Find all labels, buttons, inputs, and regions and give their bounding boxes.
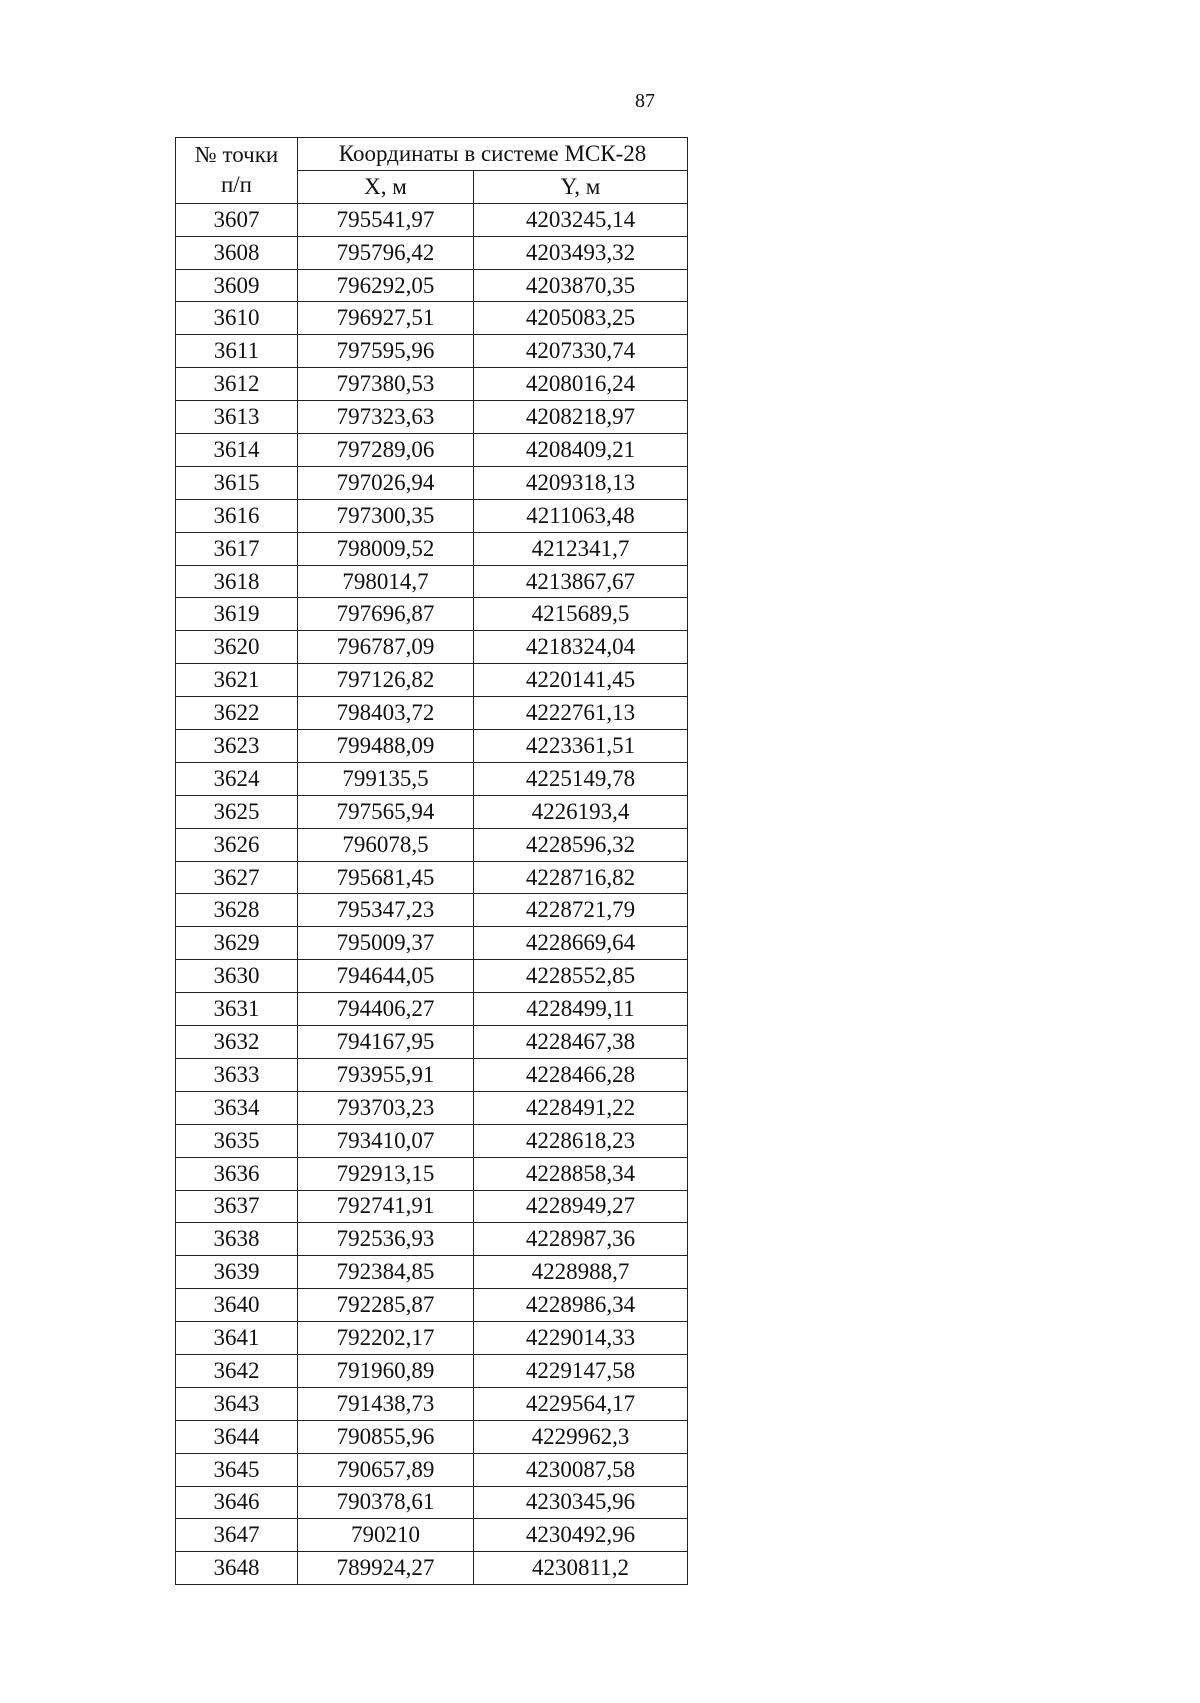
table-row — [176, 1420, 688, 1453]
point-number-cell: 3608 — [176, 236, 298, 269]
y-coordinate-cell: 4208409,21 — [474, 434, 688, 467]
table-row — [176, 795, 688, 828]
x-coordinate-cell: 789924,27 — [298, 1552, 474, 1585]
y-coordinate-cell: 4203493,32 — [474, 236, 688, 269]
y-coordinate-cell: 4203245,14 — [474, 203, 688, 236]
table-row — [176, 861, 688, 894]
table-row — [176, 1256, 688, 1289]
x-coordinate-cell: 794167,95 — [298, 1026, 474, 1059]
point-number-cell: 3612 — [176, 368, 298, 401]
x-coordinate-cell: 791960,89 — [298, 1354, 474, 1387]
coordinates-group-header: Координаты в системе МСК-28 — [298, 138, 688, 171]
y-coordinate-cell: 4205083,25 — [474, 302, 688, 335]
point-number-cell: 3636 — [176, 1157, 298, 1190]
point-number-cell: 3631 — [176, 993, 298, 1026]
table-row — [176, 1223, 688, 1256]
y-coordinate-cell: 4228499,11 — [474, 993, 688, 1026]
y-coordinate-cell: 4228596,32 — [474, 828, 688, 861]
point-number-cell: 3642 — [176, 1354, 298, 1387]
y-coordinate-cell: 4228716,82 — [474, 861, 688, 894]
point-number-header — [176, 138, 298, 204]
x-coordinate-cell: 795541,97 — [298, 203, 474, 236]
y-coordinate-cell: 4228552,85 — [474, 960, 688, 993]
x-coordinate-cell: 792536,93 — [298, 1223, 474, 1256]
y-coordinate-cell: 4220141,45 — [474, 664, 688, 697]
table-row — [176, 269, 688, 302]
x-coordinate-cell: 795347,23 — [298, 894, 474, 927]
point-number-cell: 3615 — [176, 466, 298, 499]
table-row — [176, 335, 688, 368]
x-coordinate-cell: 797565,94 — [298, 795, 474, 828]
x-coordinate-cell: 799488,09 — [298, 730, 474, 763]
y-coordinate-cell: 4230811,2 — [474, 1552, 688, 1585]
point-number-cell: 3630 — [176, 960, 298, 993]
table-row — [176, 1387, 688, 1420]
y-coordinate-cell: 4211063,48 — [474, 499, 688, 532]
point-number-cell: 3623 — [176, 730, 298, 763]
point-number-cell: 3616 — [176, 499, 298, 532]
page-number: 87 — [635, 90, 655, 112]
x-coordinate-cell: 797696,87 — [298, 598, 474, 631]
y-coordinate-cell: 4207330,74 — [474, 335, 688, 368]
table-row — [176, 1486, 688, 1519]
y-coordinate-cell: 4229962,3 — [474, 1420, 688, 1453]
x-coordinate-cell: 797323,63 — [298, 401, 474, 434]
point-number-cell: 3641 — [176, 1322, 298, 1355]
table-row — [176, 434, 688, 467]
table-row — [176, 598, 688, 631]
x-coordinate-cell: 795681,45 — [298, 861, 474, 894]
y-coordinate-cell: 4229564,17 — [474, 1387, 688, 1420]
x-coordinate-cell: 799135,5 — [298, 762, 474, 795]
x-coordinate-cell: 790378,61 — [298, 1486, 474, 1519]
y-coordinate-cell: 4222761,13 — [474, 697, 688, 730]
point-number-cell: 3647 — [176, 1519, 298, 1552]
x-coordinate-cell: 794406,27 — [298, 993, 474, 1026]
point-number-cell: 3609 — [176, 269, 298, 302]
x-coordinate-cell: 796927,51 — [298, 302, 474, 335]
point-number-cell: 3640 — [176, 1289, 298, 1322]
x-coordinate-cell: 791438,73 — [298, 1387, 474, 1420]
point-number-cell: 3637 — [176, 1190, 298, 1223]
x-coordinate-cell: 793410,07 — [298, 1124, 474, 1157]
table-row — [176, 203, 688, 236]
table-row — [176, 1124, 688, 1157]
x-column-header: X, м — [298, 170, 474, 203]
table-row — [176, 499, 688, 532]
point-number-cell: 3644 — [176, 1420, 298, 1453]
table-row — [176, 1322, 688, 1355]
y-coordinate-cell: 4228949,27 — [474, 1190, 688, 1223]
point-number-cell: 3607 — [176, 203, 298, 236]
point-number-cell: 3620 — [176, 631, 298, 664]
x-coordinate-cell: 793955,91 — [298, 1058, 474, 1091]
y-coordinate-cell: 4230345,96 — [474, 1486, 688, 1519]
table-row — [176, 993, 688, 1026]
y-coordinate-cell: 4228987,36 — [474, 1223, 688, 1256]
point-number-cell: 3627 — [176, 861, 298, 894]
point-number-cell: 3648 — [176, 1552, 298, 1585]
point-number-cell: 3613 — [176, 401, 298, 434]
y-coordinate-cell: 4223361,51 — [474, 730, 688, 763]
x-coordinate-cell: 796292,05 — [298, 269, 474, 302]
y-coordinate-cell: 4208016,24 — [474, 368, 688, 401]
point-number-cell: 3645 — [176, 1453, 298, 1486]
table-row — [176, 762, 688, 795]
table-row — [176, 730, 688, 763]
x-coordinate-cell: 790855,96 — [298, 1420, 474, 1453]
table-row — [176, 1190, 688, 1223]
table-row — [176, 401, 688, 434]
y-coordinate-cell: 4226193,4 — [474, 795, 688, 828]
coordinates-table — [175, 137, 688, 1585]
table-row — [176, 960, 688, 993]
table-row — [176, 1519, 688, 1552]
table-row — [176, 1157, 688, 1190]
table-row — [176, 368, 688, 401]
y-coordinate-cell: 4228858,34 — [474, 1157, 688, 1190]
y-coordinate-cell: 4228986,34 — [474, 1289, 688, 1322]
y-coordinate-cell: 4229147,58 — [474, 1354, 688, 1387]
x-coordinate-cell: 792202,17 — [298, 1322, 474, 1355]
point-number-cell: 3618 — [176, 565, 298, 598]
point-number-cell: 3614 — [176, 434, 298, 467]
point-number-cell: 3626 — [176, 828, 298, 861]
table-row — [176, 1552, 688, 1585]
x-coordinate-cell: 797595,96 — [298, 335, 474, 368]
table-header — [176, 138, 688, 204]
table-row — [176, 1289, 688, 1322]
x-coordinate-cell: 792384,85 — [298, 1256, 474, 1289]
point-number-cell: 3633 — [176, 1058, 298, 1091]
y-coordinate-cell: 4228491,22 — [474, 1091, 688, 1124]
y-coordinate-cell: 4212341,7 — [474, 532, 688, 565]
x-coordinate-cell: 797300,35 — [298, 499, 474, 532]
point-number-cell: 3622 — [176, 697, 298, 730]
x-coordinate-cell: 794644,05 — [298, 960, 474, 993]
y-coordinate-cell: 4230087,58 — [474, 1453, 688, 1486]
x-coordinate-cell: 798009,52 — [298, 532, 474, 565]
point-number-cell: 3624 — [176, 762, 298, 795]
table-row — [176, 664, 688, 697]
x-coordinate-cell: 797026,94 — [298, 466, 474, 499]
point-number-cell: 3619 — [176, 598, 298, 631]
y-coordinate-cell: 4228669,64 — [474, 927, 688, 960]
x-coordinate-cell: 798403,72 — [298, 697, 474, 730]
y-coordinate-cell: 4228466,28 — [474, 1058, 688, 1091]
table-row — [176, 697, 688, 730]
x-coordinate-cell: 792285,87 — [298, 1289, 474, 1322]
table-row — [176, 828, 688, 861]
table-row — [176, 1058, 688, 1091]
point-number-cell: 3634 — [176, 1091, 298, 1124]
y-coordinate-cell: 4228721,79 — [474, 894, 688, 927]
table-row — [176, 631, 688, 664]
y-coordinate-cell: 4209318,13 — [474, 466, 688, 499]
point-number-cell: 3643 — [176, 1387, 298, 1420]
x-coordinate-cell: 797380,53 — [298, 368, 474, 401]
y-coordinate-cell: 4228988,7 — [474, 1256, 688, 1289]
y-coordinate-cell: 4218324,04 — [474, 631, 688, 664]
x-coordinate-cell: 793703,23 — [298, 1091, 474, 1124]
table-row — [176, 565, 688, 598]
y-coordinate-cell: 4208218,97 — [474, 401, 688, 434]
point-number-cell: 3621 — [176, 664, 298, 697]
point-number-header-line1: № точки — [194, 142, 279, 168]
table-row — [176, 302, 688, 335]
x-coordinate-cell: 797126,82 — [298, 664, 474, 697]
table-row — [176, 1026, 688, 1059]
table-row — [176, 532, 688, 565]
y-column-header: Y, м — [474, 170, 688, 203]
table-row — [176, 927, 688, 960]
y-coordinate-cell: 4228618,23 — [474, 1124, 688, 1157]
point-number-cell: 3635 — [176, 1124, 298, 1157]
point-number-header-line2: п/п — [220, 172, 252, 198]
x-coordinate-cell: 797289,06 — [298, 434, 474, 467]
x-coordinate-cell: 792913,15 — [298, 1157, 474, 1190]
point-number-cell: 3610 — [176, 302, 298, 335]
x-coordinate-cell: 798014,7 — [298, 565, 474, 598]
table-row — [176, 466, 688, 499]
table-row — [176, 1354, 688, 1387]
point-number-cell: 3617 — [176, 532, 298, 565]
point-number-cell: 3628 — [176, 894, 298, 927]
table-row — [176, 236, 688, 269]
point-number-cell: 3625 — [176, 795, 298, 828]
x-coordinate-cell: 790210 — [298, 1519, 474, 1552]
point-number-cell: 3632 — [176, 1026, 298, 1059]
x-coordinate-cell: 790657,89 — [298, 1453, 474, 1486]
y-coordinate-cell: 4213867,67 — [474, 565, 688, 598]
table-body — [176, 203, 688, 1584]
y-coordinate-cell: 4229014,33 — [474, 1322, 688, 1355]
table-row — [176, 1453, 688, 1486]
point-number-cell: 3629 — [176, 927, 298, 960]
x-coordinate-cell: 795009,37 — [298, 927, 474, 960]
x-coordinate-cell: 795796,42 — [298, 236, 474, 269]
y-coordinate-cell: 4215689,5 — [474, 598, 688, 631]
point-number-cell: 3639 — [176, 1256, 298, 1289]
point-number-cell: 3611 — [176, 335, 298, 368]
x-coordinate-cell: 796787,09 — [298, 631, 474, 664]
y-coordinate-cell: 4230492,96 — [474, 1519, 688, 1552]
table-row — [176, 894, 688, 927]
x-coordinate-cell: 796078,5 — [298, 828, 474, 861]
point-number-cell: 3646 — [176, 1486, 298, 1519]
y-coordinate-cell: 4225149,78 — [474, 762, 688, 795]
y-coordinate-cell: 4228467,38 — [474, 1026, 688, 1059]
y-coordinate-cell: 4203870,35 — [474, 269, 688, 302]
table-row — [176, 1091, 688, 1124]
point-number-cell: 3638 — [176, 1223, 298, 1256]
x-coordinate-cell: 792741,91 — [298, 1190, 474, 1223]
